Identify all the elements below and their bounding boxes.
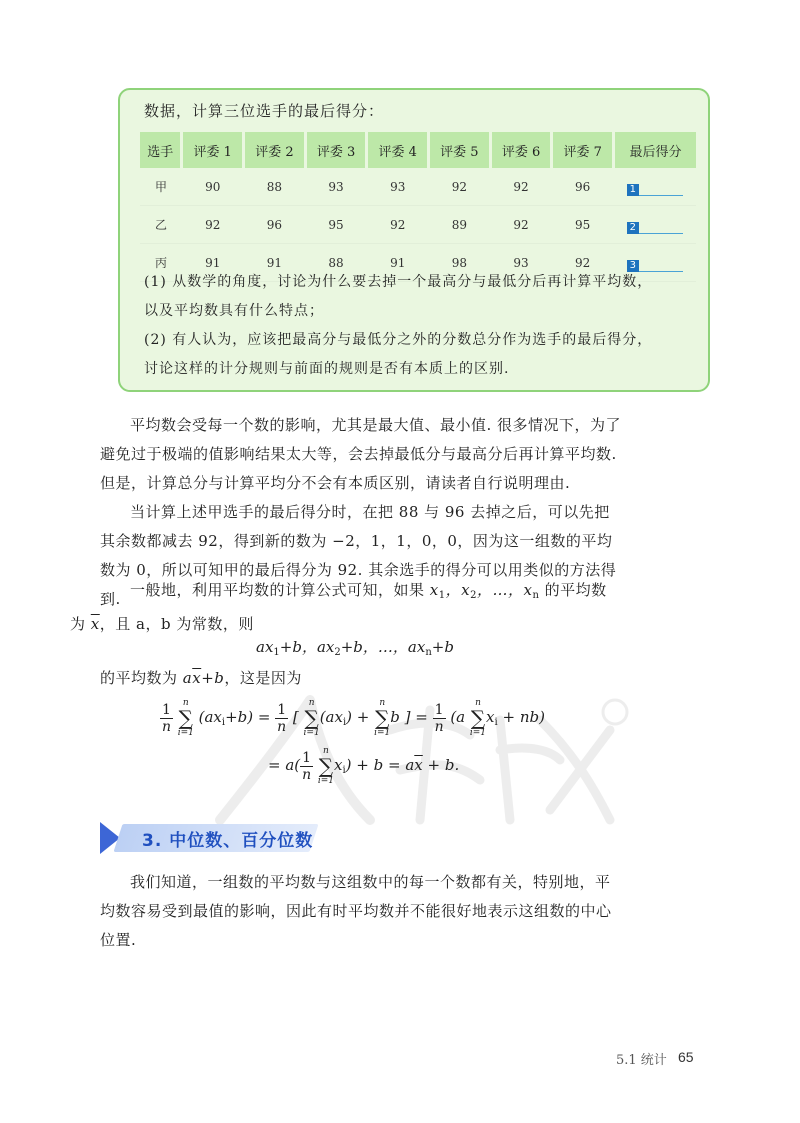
table-header: 评委 2 bbox=[244, 132, 306, 168]
table-cell: 91 bbox=[182, 244, 244, 282]
table-header-row bbox=[140, 132, 696, 168]
table-cell-contestant: 乙 bbox=[140, 206, 182, 244]
table-cell: 98 bbox=[429, 244, 491, 282]
blank-number-badge: 2 bbox=[627, 222, 639, 234]
activity-box bbox=[118, 88, 710, 392]
table-cell: 92 bbox=[490, 168, 552, 206]
table-cell: 96 bbox=[244, 206, 306, 244]
table-cell: 92 bbox=[490, 206, 552, 244]
table-header: 选手 bbox=[140, 132, 182, 168]
table-row bbox=[140, 206, 696, 244]
paragraph-general bbox=[70, 576, 625, 639]
table-cell: 92 bbox=[552, 244, 614, 282]
mean-result-text-2: ，这是因为 bbox=[224, 669, 302, 687]
table-cell: 90 bbox=[182, 168, 244, 206]
table-header: 评委 7 bbox=[552, 132, 614, 168]
activity-intro: 数据，计算三位选手的最后得分： bbox=[144, 102, 385, 120]
scores-table bbox=[140, 132, 696, 282]
fraction-1-over-n: $\frac{1}{n}$ bbox=[277, 701, 287, 735]
sum-symbol: n ∑ i=1 bbox=[317, 746, 334, 786]
formula-ax-bar-plus-b: $a\overline{x}+b$ bbox=[182, 669, 225, 687]
table-header: 评委 5 bbox=[429, 132, 491, 168]
table-cell: 93 bbox=[305, 168, 367, 206]
derivation-line-1: $\frac{1}{n}$ n ∑ i=1 $(ax_i+b)$ = $\frac{1}{n}$ [ n ∑ i=1 $(ax_i)$ + n ∑ i=1 b ] = $\frac{1}{n}$ (a n ∑ i=1 $x_i + nb$) bbox=[161, 698, 545, 738]
table-cell: 96 bbox=[552, 168, 614, 206]
fraction-1-over-n: $\frac{1}{n}$ bbox=[434, 701, 444, 735]
table-header: 评委 4 bbox=[367, 132, 429, 168]
table-cell-contestant: 甲 bbox=[140, 168, 182, 206]
answer-blank[interactable] bbox=[627, 219, 683, 234]
mean-result-text-1: 的平均数为 bbox=[100, 669, 183, 687]
footer-section-label: 5.1 统计 bbox=[616, 1053, 667, 1068]
blank-number-badge: 3 bbox=[627, 260, 639, 272]
table-cell: 92 bbox=[429, 168, 491, 206]
paragraph-mean-sensitivity: 平均数会受每一个数的影响，尤其是最大值、最小值. 很多情况下，为了避免过于极端的值影响结果太大等，会去掉最低分与最高分后再计算平均数. 但是，计算总分与计算平均分不会有本质区别，请读者自行说明理由. bbox=[100, 416, 622, 492]
blank-number-badge: 1 bbox=[627, 184, 639, 196]
question-1 bbox=[144, 268, 692, 326]
table-cell: 93 bbox=[367, 168, 429, 206]
sum-symbol: n ∑ i=1 bbox=[469, 698, 487, 738]
paragraph-example: 当计算上述甲选手的最后得分时，在把 88 与 96 去掉之后，可以先把其余数都减去 92，得到新的数为 −2，1，1，0，0，因为这一组数的平均数为 0，所以可知甲的最后得分为 92. 其余选手的得分可以用类似的方法得到. bbox=[100, 503, 617, 608]
table-header: 评委 6 bbox=[490, 132, 552, 168]
question-1-line-1: (1) 从数学的角度，讨论为什么要去掉一个最高分与最低分后再计算平均数， bbox=[144, 274, 653, 290]
table-cell: 92 bbox=[367, 206, 429, 244]
answer-blank-cell bbox=[614, 168, 696, 206]
answer-blank-cell bbox=[614, 206, 696, 244]
question-2 bbox=[144, 326, 692, 384]
table-header: 最后得分 bbox=[614, 132, 696, 168]
sum-symbol: n ∑ i=1 bbox=[374, 698, 391, 738]
paragraph-mean-result bbox=[100, 664, 625, 693]
question-2-line-1: (2) 有人认为，应该把最高分与最低分之外的分数总分作为选手的最后得分， bbox=[144, 332, 653, 348]
fraction-1-over-n: $\frac{1}{n}$ bbox=[302, 749, 312, 783]
paragraph-median-intro: 我们知道，一组数的平均数与这组数中的每一个数都有关，特别地，平均数容易受到最值的影响，因此有时平均数并不能很好地表示这组数的中心位置. bbox=[100, 873, 612, 949]
general-text-3: 为 bbox=[70, 615, 91, 633]
table-cell-contestant: 丙 bbox=[140, 244, 182, 282]
table-cell: 88 bbox=[244, 168, 306, 206]
formula-x-list: $x_1$，$x_2$，…，$x_n$ bbox=[429, 581, 540, 601]
table-cell: 93 bbox=[490, 244, 552, 282]
answer-blank[interactable] bbox=[627, 181, 683, 196]
section-title: 3. 中位数、百分位数 bbox=[142, 831, 314, 851]
table-cell: 95 bbox=[305, 206, 367, 244]
general-text-1: 一般地，利用平均数的计算公式可知，如果 bbox=[130, 581, 430, 599]
sum-symbol: n ∑ i=1 bbox=[177, 698, 194, 738]
table-cell: 91 bbox=[367, 244, 429, 282]
table-header: 评委 3 bbox=[305, 132, 367, 168]
formula-x-bar: $\overline{x}$ bbox=[90, 615, 100, 633]
table-row bbox=[140, 168, 696, 206]
question-1-line-2: 以及平均数具有什么特点； bbox=[144, 303, 324, 319]
table-cell: 88 bbox=[305, 244, 367, 282]
page-number: 65 bbox=[678, 1049, 694, 1065]
table-cell: 95 bbox=[552, 206, 614, 244]
question-2-line-2: 讨论这样的计分规则与前面的规则是否有本质上的区别. bbox=[144, 361, 510, 377]
table-cell: 92 bbox=[182, 206, 244, 244]
general-text-4: ，且 a，b 为常数，则 bbox=[99, 615, 254, 633]
derivation-line-2: = a( $\frac{1}{n}$ n ∑ i=1 $x_i) + b = a\overline{x} + b$. bbox=[268, 746, 460, 786]
formula-transformed-list: $ax_1+b$，$ax_2+b$，…，$ax_n+b$ bbox=[256, 638, 454, 658]
sum-symbol: n ∑ i=1 bbox=[303, 698, 320, 738]
general-text-2: 的平均数 bbox=[539, 581, 607, 599]
table-cell: 89 bbox=[429, 206, 491, 244]
table-header: 评委 1 bbox=[182, 132, 244, 168]
fraction-1-over-n: $\frac{1}{n}$ bbox=[161, 701, 171, 735]
table-cell: 91 bbox=[244, 244, 306, 282]
